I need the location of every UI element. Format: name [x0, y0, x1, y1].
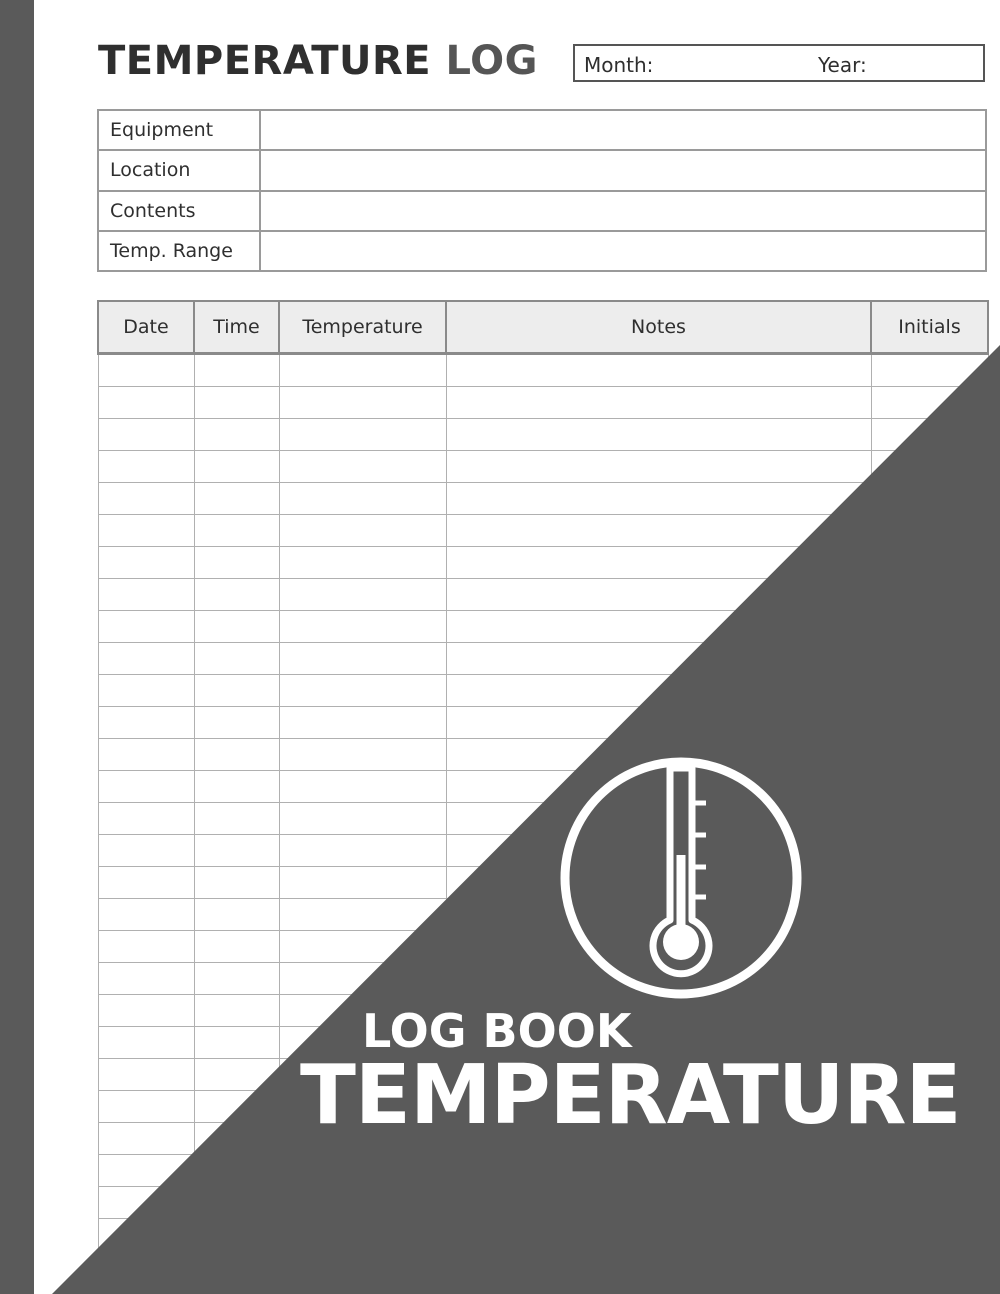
- column-header-notes: Notes: [446, 301, 871, 354]
- month-label: Month:: [584, 53, 654, 77]
- column-header-temperature: Temperature: [279, 301, 446, 354]
- cover-title: TEMPERATURE: [300, 1048, 961, 1143]
- info-label: Temp. Range: [98, 231, 260, 271]
- year-label: Year:: [818, 53, 867, 77]
- title-main: TEMPERATURE: [98, 38, 432, 84]
- info-label: Equipment: [98, 110, 260, 150]
- column-header-time: Time: [194, 301, 279, 354]
- column-header-date: Date: [98, 301, 194, 354]
- title-suffix: LOG: [445, 38, 538, 84]
- cover-triangle: [52, 345, 1000, 1294]
- column-header-initials: Initials: [871, 301, 988, 354]
- info-label: Contents: [98, 191, 260, 231]
- info-label: Location: [98, 150, 260, 190]
- cover-subtitle: LOG BOOK: [362, 1004, 632, 1058]
